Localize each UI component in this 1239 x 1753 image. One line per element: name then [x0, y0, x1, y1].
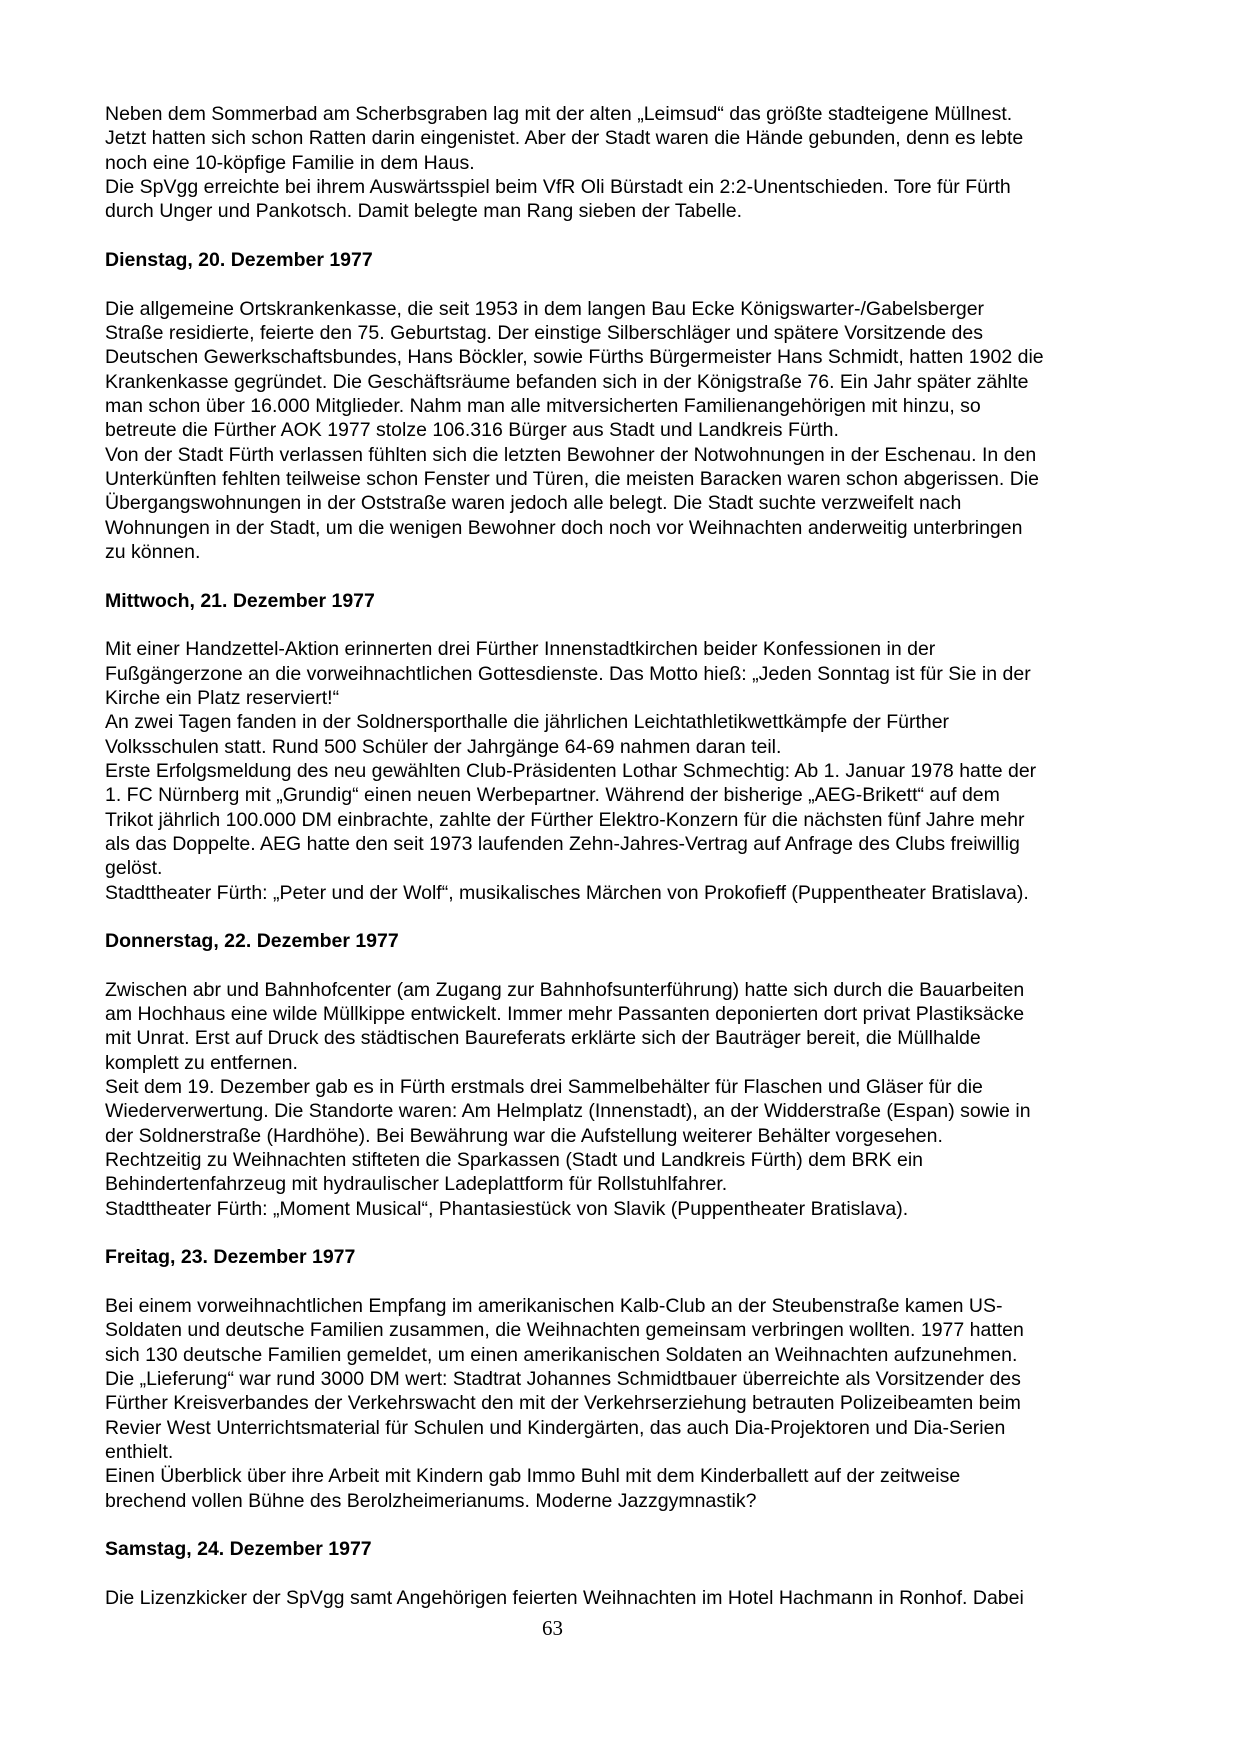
- section-heading: Mittwoch, 21. Dezember 1977: [105, 589, 375, 612]
- section-heading: Dienstag, 20. Dezember 1977: [105, 248, 373, 271]
- section-heading: Donnerstag, 22. Dezember 1977: [105, 930, 399, 953]
- text-line: Soldaten und deutsche Familien zusammen, die Weihnachten gemeinsam verbringen wollten. 1977 hatten: [105, 1319, 1024, 1342]
- text-line: als das Doppelte. AEG hatte den seit 1973 laufenden Zehn-Jahres-Vertrag auf Anfrage des Clubs freiwillig: [105, 832, 1020, 855]
- text-line: Neben dem Sommerbad am Scherbsgraben lag mit der alten „Leimsud“ das größte stadteigene Müllnest.: [105, 103, 1013, 125]
- text-line: man schon über 16.000 Mitglieder. Nahm man alle mitversicherten Familienangehörigen mit hinzu, so: [105, 394, 981, 417]
- text-line: Zwischen abr und Bahnhofcenter (am Zugang zur Bahnhofsunterführung) hatte sich durch die Bauarbeiten: [105, 978, 1025, 1001]
- text-line: komplett zu entfernen.: [105, 1051, 298, 1074]
- paragraph: [105, 978, 1115, 1221]
- text-line: Behindertenfahrzeug mit hydraulischer Ladeplattform für Rollstuhlfahrer.: [105, 1173, 728, 1196]
- document-content: [105, 102, 1115, 1610]
- text-line: zu können.: [105, 540, 201, 563]
- text-line: Jetzt hatten sich schon Ratten darin eingenistet. Aber der Stadt waren die Hände gebunden, denn es lebte: [105, 127, 1024, 150]
- text-line: durch Unger und Pankotsch. Damit belegte man Rang sieben der Tabelle.: [105, 200, 743, 223]
- text-line: Rechtzeitig zu Weihnachten stifteten die Sparkassen (Stadt und Landkreis Fürth) dem BRK ein: [105, 1149, 923, 1172]
- text-line: Bei einem vorweihnachtlichen Empfang im amerikanischen Kalb-Club an der Steubenstraße kamen US-: [105, 1295, 1003, 1318]
- text-line: Mit einer Handzettel-Aktion erinnerten drei Fürther Innenstadtkirchen beider Konfessionen in der: [105, 638, 936, 661]
- text-line: noch eine 10-köpfige Familie in dem Haus.: [105, 151, 475, 174]
- text-line: Fürther Kreisverbandes der Verkehrswacht den mit der Verkehrserziehung betrauten Polizeibeamten beim: [105, 1392, 1021, 1415]
- text-line: An zwei Tagen fanden in der Soldnersporthalle die jährlichen Leichtathletikwettkämpfe der Fürther: [105, 711, 950, 734]
- text-line: Erste Erfolgsmeldung des neu gewählten Club-Präsidenten Lothar Schmechtig: Ab 1. Januar 1978 hatte der: [105, 759, 1037, 782]
- text-line: Die allgemeine Ortskrankenkasse, die seit 1953 in dem langen Bau Ecke Königswarter-/Gabelsberger: [105, 297, 985, 320]
- text-line: Trikot jährlich 100.000 DM einbrachte, zahlte der Fürther Elektro-Konzern für die nächsten fünf Jahre mehr: [105, 808, 1025, 831]
- paragraph: [105, 637, 1115, 905]
- page-number: 63: [542, 1616, 563, 1640]
- text-line: 1. FC Nürnberg mit „Grundig“ einen neuen Werbepartner. Während der bisherige „AEG-Brikett“ auf dem: [105, 784, 1000, 807]
- paragraph: [105, 1294, 1115, 1513]
- text-line: Die „Lieferung“ war rund 3000 DM wert: Stadtrat Johannes Schmidtbauer überreichte als Vorsitzender des: [105, 1368, 1021, 1391]
- paragraph: [105, 1586, 1115, 1610]
- text-line: Kirche ein Platz reserviert!“: [105, 686, 340, 709]
- text-line: der Soldnerstraße (Hardhöhe). Bei Bewährung war die Aufstellung weiterer Behälter vorgesehen.: [105, 1124, 943, 1147]
- text-line: enthielt.: [105, 1441, 174, 1464]
- text-line: Stadttheater Fürth: „Peter und der Wolf“, musikalisches Märchen von Prokofieff (Puppentheater Bratislava).: [105, 881, 1029, 904]
- text-line: Von der Stadt Fürth verlassen fühlten sich die letzten Bewohner der Notwohnungen in der Eschenau. In den: [105, 443, 1037, 466]
- text-line: Einen Überblick über ihre Arbeit mit Kindern gab Immo Buhl mit dem Kinderballett auf der zeitweise: [105, 1465, 961, 1488]
- section-heading: Freitag, 23. Dezember 1977: [105, 1246, 356, 1269]
- text-line: Straße residierte, feierte den 75. Geburtstag. Der einstige Silberschläger und spätere Vorsitzende des: [105, 321, 983, 344]
- text-line: gelöst.: [105, 857, 163, 880]
- text-line: Krankenkasse gegründet. Die Geschäftsräume befanden sich in der Königstraße 76. Ein Jahr später zählte: [105, 370, 1029, 393]
- text-line: Die Lizenzkicker der SpVgg samt Angehörigen feierten Weihnachten im Hotel Hachmann in Ronhof. Dabei: [105, 1587, 1024, 1610]
- text-line: Die SpVgg erreichte bei ihrem Auswärtsspiel beim VfR Oli Bürstadt ein 2:2-Unentschieden. Tore für Fürth: [105, 175, 1011, 198]
- text-line: Revier West Unterrichtsmaterial für Schulen und Kindergärten, das auch Dia-Projektoren und Dia-Serien: [105, 1416, 1006, 1439]
- text-line: Übergangswohnungen in der Oststraße waren jedoch alle belegt. Die Stadt suchte verzweifelt nach: [105, 492, 962, 515]
- text-line: brechend vollen Bühne des Berolzheimerianums. Moderne Jazzgymnastik?: [105, 1489, 757, 1512]
- text-line: Seit dem 19. Dezember gab es in Fürth erstmals drei Sammelbehälter für Flaschen und Gläser für die: [105, 1076, 983, 1099]
- text-line: Wiederverwertung. Die Standorte waren: Am Helmplatz (Innenstadt), an der Widderstraße (Espan) sowie in: [105, 1100, 1031, 1123]
- text-line: Fußgängerzone an die vorweihnachtlichen Gottesdienste. Das Motto hieß: „Jeden Sonntag ist für Sie in der: [105, 662, 1031, 685]
- text-line: am Hochhaus eine wilde Müllkippe entwickelt. Immer mehr Passanten deponierten dort privat Plastiksäcke: [105, 1003, 1025, 1026]
- section-heading: Samstag, 24. Dezember 1977: [105, 1538, 372, 1561]
- text-line: sich 130 deutsche Familien gemeldet, um einen amerikanischen Soldaten an Weihnachten aufzunehmen.: [105, 1343, 1018, 1366]
- text-line: mit Unrat. Erst auf Druck des städtischen Baureferats erklärte sich der Bauträger bereit, die Müllhalde: [105, 1027, 981, 1050]
- text-line: Unterkünften fehlten teilweise schon Fenster und Türen, die meisten Baracken waren schon abgerissen. Die: [105, 467, 1039, 490]
- text-line: Stadttheater Fürth: „Moment Musical“, Phantasiestück von Slavik (Puppentheater Bratislava).: [105, 1197, 909, 1220]
- text-line: betreute die Fürther AOK 1977 stolze 106.316 Bürger aus Stadt und Landkreis Fürth.: [105, 419, 839, 442]
- paragraph: [105, 297, 1115, 565]
- text-line: Wohnungen in der Stadt, um die wenigen Bewohner doch noch vor Weihnachten anderweitig unterbringen: [105, 516, 1023, 539]
- paragraph: [105, 102, 1115, 224]
- text-line: Volksschulen statt. Rund 500 Schüler der Jahrgänge 64-69 nahmen daran teil.: [105, 735, 782, 758]
- text-line: Deutschen Gewerkschaftsbundes, Hans Böckler, sowie Fürths Bürgermeister Hans Schmidt, hatten 1902 die: [105, 346, 1044, 369]
